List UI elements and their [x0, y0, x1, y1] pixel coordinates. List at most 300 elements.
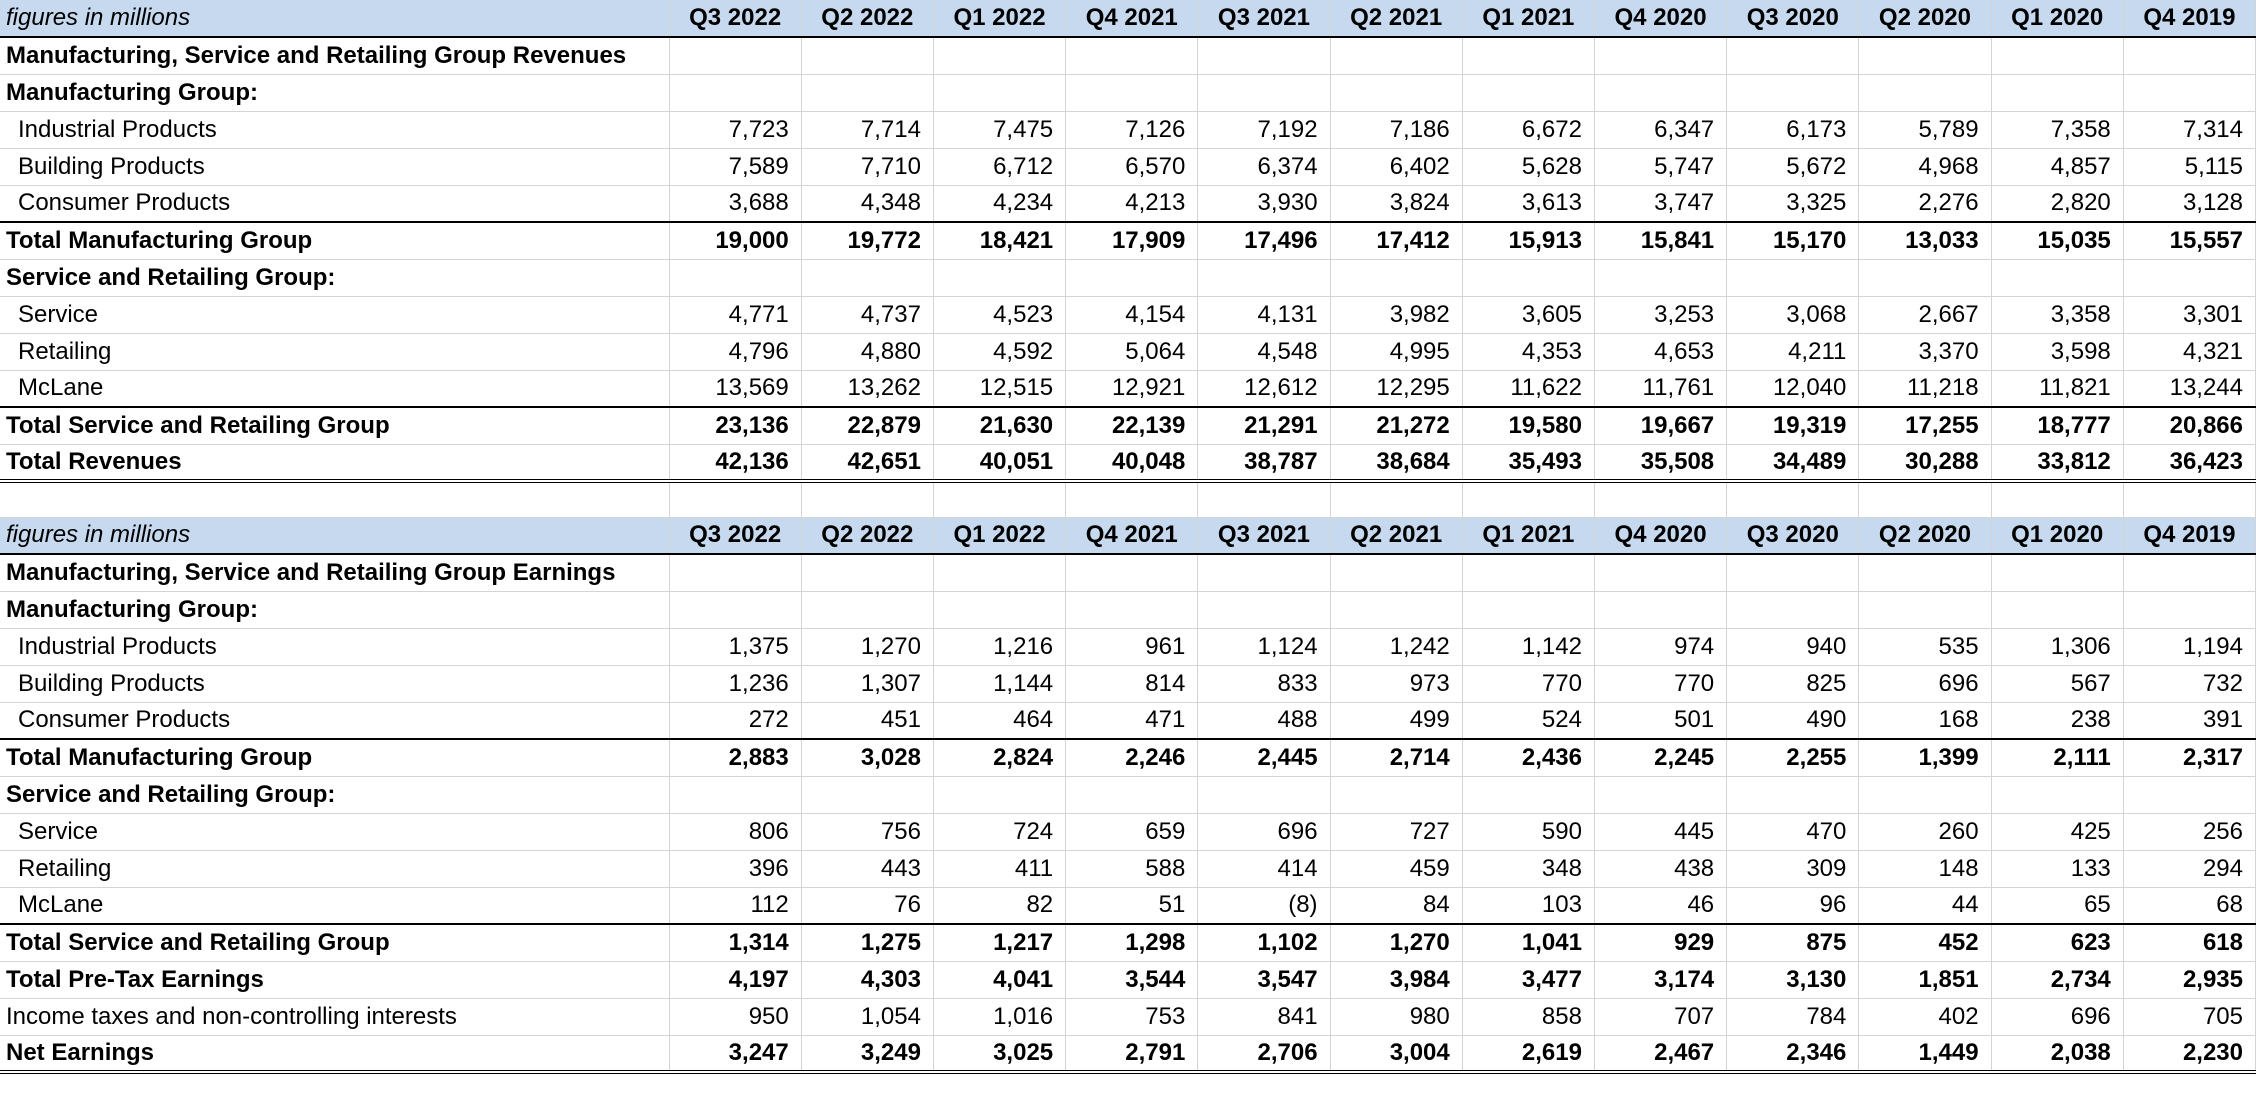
empty-cell[interactable]	[1330, 481, 1462, 517]
empty-cell[interactable]	[1066, 259, 1198, 296]
empty-cell[interactable]	[2123, 259, 2255, 296]
value-cell[interactable]: 4,857	[1991, 148, 2123, 185]
empty-cell[interactable]	[1330, 554, 1462, 591]
value-cell[interactable]: 2,734	[1991, 961, 2123, 998]
value-cell[interactable]: 17,909	[1066, 222, 1198, 259]
empty-cell[interactable]	[1991, 591, 2123, 628]
value-cell[interactable]: 19,000	[669, 222, 801, 259]
value-cell[interactable]: 806	[669, 813, 801, 850]
value-cell[interactable]: 21,272	[1330, 407, 1462, 444]
empty-cell[interactable]	[1859, 259, 1991, 296]
value-cell[interactable]: 2,111	[1991, 739, 2123, 776]
value-cell[interactable]: 19,580	[1462, 407, 1594, 444]
row-label-cell[interactable]: Building Products	[0, 665, 669, 702]
empty-cell[interactable]	[801, 259, 933, 296]
value-cell[interactable]: 396	[669, 850, 801, 887]
quarter-header-cell[interactable]: Q4 2021	[1066, 0, 1198, 37]
value-cell[interactable]: 309	[1727, 850, 1859, 887]
value-cell[interactable]: 2,346	[1727, 1035, 1859, 1072]
value-cell[interactable]: 445	[1594, 813, 1726, 850]
quarter-header-cell[interactable]: Q2 2021	[1330, 0, 1462, 37]
value-cell[interactable]: 4,968	[1859, 148, 1991, 185]
value-cell[interactable]: 1,275	[801, 924, 933, 961]
value-cell[interactable]: 3,477	[1462, 961, 1594, 998]
value-cell[interactable]: 4,592	[933, 333, 1065, 370]
empty-cell[interactable]	[933, 481, 1065, 517]
value-cell[interactable]: 4,321	[2123, 333, 2255, 370]
value-cell[interactable]: 724	[933, 813, 1065, 850]
value-cell[interactable]: 2,467	[1594, 1035, 1726, 1072]
empty-cell[interactable]	[669, 37, 801, 74]
empty-cell[interactable]	[1859, 481, 1991, 517]
empty-cell[interactable]	[1198, 554, 1330, 591]
value-cell[interactable]: 3,824	[1330, 185, 1462, 222]
value-cell[interactable]: 3,249	[801, 1035, 933, 1072]
value-cell[interactable]: 2,714	[1330, 739, 1462, 776]
value-cell[interactable]: 23,136	[669, 407, 801, 444]
value-cell[interactable]: 30,288	[1859, 444, 1991, 481]
row-label-cell[interactable]: Industrial Products	[0, 111, 669, 148]
value-cell[interactable]: 12,921	[1066, 370, 1198, 407]
value-cell[interactable]: 950	[669, 998, 801, 1035]
value-cell[interactable]: 488	[1198, 702, 1330, 739]
value-cell[interactable]: 168	[1859, 702, 1991, 739]
value-cell[interactable]: 7,723	[669, 111, 801, 148]
empty-cell[interactable]	[1727, 259, 1859, 296]
row-label-cell[interactable]: Manufacturing Group:	[0, 591, 669, 628]
empty-cell[interactable]	[1859, 554, 1991, 591]
empty-cell[interactable]	[1594, 591, 1726, 628]
empty-cell[interactable]	[1991, 74, 2123, 111]
value-cell[interactable]: 1,194	[2123, 628, 2255, 665]
empty-cell[interactable]	[1066, 776, 1198, 813]
quarter-header-cell[interactable]: Q1 2020	[1991, 517, 2123, 554]
value-cell[interactable]: 2,317	[2123, 739, 2255, 776]
value-cell[interactable]: 18,777	[1991, 407, 2123, 444]
row-label-cell[interactable]: Total Pre-Tax Earnings	[0, 961, 669, 998]
value-cell[interactable]: 929	[1594, 924, 1726, 961]
empty-cell[interactable]	[933, 74, 1065, 111]
value-cell[interactable]: 7,186	[1330, 111, 1462, 148]
value-cell[interactable]: 1,851	[1859, 961, 1991, 998]
value-cell[interactable]: 19,667	[1594, 407, 1726, 444]
value-cell[interactable]: 65	[1991, 887, 2123, 924]
empty-cell[interactable]	[801, 481, 933, 517]
value-cell[interactable]: 6,347	[1594, 111, 1726, 148]
empty-cell[interactable]	[1330, 776, 1462, 813]
empty-cell[interactable]	[1727, 74, 1859, 111]
row-label-cell[interactable]: Retailing	[0, 850, 669, 887]
value-cell[interactable]: 451	[801, 702, 933, 739]
value-cell[interactable]: 524	[1462, 702, 1594, 739]
row-label-cell[interactable]: Retailing	[0, 333, 669, 370]
value-cell[interactable]: 1,399	[1859, 739, 1991, 776]
value-cell[interactable]: 35,508	[1594, 444, 1726, 481]
value-cell[interactable]: 112	[669, 887, 801, 924]
quarter-header-cell[interactable]: Q4 2021	[1066, 517, 1198, 554]
value-cell[interactable]: 3,253	[1594, 296, 1726, 333]
value-cell[interactable]: 4,211	[1727, 333, 1859, 370]
value-cell[interactable]: 7,358	[1991, 111, 2123, 148]
value-cell[interactable]: 705	[2123, 998, 2255, 1035]
value-cell[interactable]: 7,714	[801, 111, 933, 148]
value-cell[interactable]: 103	[1462, 887, 1594, 924]
value-cell[interactable]: 623	[1991, 924, 2123, 961]
value-cell[interactable]: 7,589	[669, 148, 801, 185]
empty-cell[interactable]	[801, 37, 933, 74]
empty-cell[interactable]	[1859, 776, 1991, 813]
quarter-header-cell[interactable]: Q3 2020	[1727, 0, 1859, 37]
value-cell[interactable]: 3,128	[2123, 185, 2255, 222]
value-cell[interactable]: 443	[801, 850, 933, 887]
value-cell[interactable]: 4,234	[933, 185, 1065, 222]
value-cell[interactable]: 5,115	[2123, 148, 2255, 185]
value-cell[interactable]: 2,255	[1727, 739, 1859, 776]
quarter-header-cell[interactable]: Q2 2021	[1330, 517, 1462, 554]
value-cell[interactable]: 3,301	[2123, 296, 2255, 333]
empty-cell[interactable]	[1198, 259, 1330, 296]
value-cell[interactable]: 3,605	[1462, 296, 1594, 333]
value-cell[interactable]: 3,982	[1330, 296, 1462, 333]
value-cell[interactable]: 535	[1859, 628, 1991, 665]
quarter-header-cell[interactable]: Q1 2021	[1462, 517, 1594, 554]
value-cell[interactable]: 40,051	[933, 444, 1065, 481]
value-cell[interactable]: 732	[2123, 665, 2255, 702]
value-cell[interactable]: 784	[1727, 998, 1859, 1035]
value-cell[interactable]: 13,244	[2123, 370, 2255, 407]
quarter-header-cell[interactable]: Q4 2019	[2123, 0, 2255, 37]
empty-cell[interactable]	[2123, 74, 2255, 111]
row-label-cell[interactable]: Service	[0, 813, 669, 850]
row-label-cell[interactable]: Service and Retailing Group:	[0, 776, 669, 813]
value-cell[interactable]: 4,548	[1198, 333, 1330, 370]
value-cell[interactable]: 411	[933, 850, 1065, 887]
quarter-header-cell[interactable]: Q4 2020	[1594, 517, 1726, 554]
value-cell[interactable]: 6,173	[1727, 111, 1859, 148]
empty-cell[interactable]	[2123, 776, 2255, 813]
value-cell[interactable]: 272	[669, 702, 801, 739]
empty-cell[interactable]	[1594, 481, 1726, 517]
value-cell[interactable]: 2,619	[1462, 1035, 1594, 1072]
value-cell[interactable]: 4,348	[801, 185, 933, 222]
value-cell[interactable]: 3,068	[1727, 296, 1859, 333]
empty-cell[interactable]	[1859, 37, 1991, 74]
quarter-header-cell[interactable]: Q2 2022	[801, 0, 933, 37]
empty-cell[interactable]	[933, 37, 1065, 74]
value-cell[interactable]: 51	[1066, 887, 1198, 924]
value-cell[interactable]: 470	[1727, 813, 1859, 850]
empty-cell[interactable]	[1330, 591, 1462, 628]
value-cell[interactable]: 12,040	[1727, 370, 1859, 407]
empty-cell[interactable]	[801, 74, 933, 111]
row-label-cell[interactable]: Service and Retailing Group:	[0, 259, 669, 296]
value-cell[interactable]: 1,216	[933, 628, 1065, 665]
value-cell[interactable]: 1,016	[933, 998, 1065, 1035]
value-cell[interactable]: 414	[1198, 850, 1330, 887]
empty-cell[interactable]	[1330, 74, 1462, 111]
value-cell[interactable]: 13,033	[1859, 222, 1991, 259]
value-cell[interactable]: 1,307	[801, 665, 933, 702]
value-cell[interactable]: 753	[1066, 998, 1198, 1035]
empty-cell[interactable]	[2123, 554, 2255, 591]
row-label-cell[interactable]: Building Products	[0, 148, 669, 185]
value-cell[interactable]: 940	[1727, 628, 1859, 665]
empty-cell[interactable]	[1859, 591, 1991, 628]
row-label-cell[interactable]: Consumer Products	[0, 185, 669, 222]
value-cell[interactable]: 11,821	[1991, 370, 2123, 407]
value-cell[interactable]: 5,789	[1859, 111, 1991, 148]
value-cell[interactable]: 17,496	[1198, 222, 1330, 259]
value-cell[interactable]: 3,174	[1594, 961, 1726, 998]
value-cell[interactable]: 814	[1066, 665, 1198, 702]
value-cell[interactable]: 256	[2123, 813, 2255, 850]
value-cell[interactable]: 2,706	[1198, 1035, 1330, 1072]
empty-cell[interactable]	[669, 74, 801, 111]
value-cell[interactable]: 770	[1462, 665, 1594, 702]
value-cell[interactable]: 19,772	[801, 222, 933, 259]
empty-cell[interactable]	[2123, 591, 2255, 628]
value-cell[interactable]: 471	[1066, 702, 1198, 739]
value-cell[interactable]: 4,131	[1198, 296, 1330, 333]
empty-cell[interactable]	[801, 554, 933, 591]
row-label-cell[interactable]: Total Revenues	[0, 444, 669, 481]
figures-in-millions-label[interactable]: figures in millions	[0, 517, 669, 554]
value-cell[interactable]: 4,523	[933, 296, 1065, 333]
value-cell[interactable]: 4,213	[1066, 185, 1198, 222]
empty-cell[interactable]	[1594, 776, 1726, 813]
value-cell[interactable]: 696	[1859, 665, 1991, 702]
value-cell[interactable]: 13,262	[801, 370, 933, 407]
value-cell[interactable]: 659	[1066, 813, 1198, 850]
value-cell[interactable]: 2,246	[1066, 739, 1198, 776]
quarter-header-cell[interactable]: Q1 2020	[1991, 0, 2123, 37]
value-cell[interactable]: 6,374	[1198, 148, 1330, 185]
value-cell[interactable]: 1,298	[1066, 924, 1198, 961]
value-cell[interactable]: 1,124	[1198, 628, 1330, 665]
value-cell[interactable]: 961	[1066, 628, 1198, 665]
empty-cell[interactable]	[669, 481, 801, 517]
quarter-header-cell[interactable]: Q1 2022	[933, 517, 1065, 554]
value-cell[interactable]: 1,242	[1330, 628, 1462, 665]
value-cell[interactable]: 696	[1198, 813, 1330, 850]
value-cell[interactable]: 499	[1330, 702, 1462, 739]
value-cell[interactable]: 17,255	[1859, 407, 1991, 444]
empty-cell[interactable]	[1594, 37, 1726, 74]
quarter-header-cell[interactable]: Q1 2022	[933, 0, 1065, 37]
value-cell[interactable]: 858	[1462, 998, 1594, 1035]
value-cell[interactable]: 3,544	[1066, 961, 1198, 998]
value-cell[interactable]: 44	[1859, 887, 1991, 924]
value-cell[interactable]: 3,358	[1991, 296, 2123, 333]
empty-cell[interactable]	[1991, 554, 2123, 591]
value-cell[interactable]: (8)	[1198, 887, 1330, 924]
row-label-cell[interactable]: Income taxes and non-controlling interests	[0, 998, 669, 1035]
empty-cell[interactable]	[1462, 481, 1594, 517]
empty-cell[interactable]	[933, 591, 1065, 628]
value-cell[interactable]: 4,653	[1594, 333, 1726, 370]
value-cell[interactable]: 20,866	[2123, 407, 2255, 444]
value-cell[interactable]: 11,761	[1594, 370, 1726, 407]
value-cell[interactable]: 3,028	[801, 739, 933, 776]
value-cell[interactable]: 4,303	[801, 961, 933, 998]
empty-cell[interactable]	[1198, 74, 1330, 111]
value-cell[interactable]: 2,245	[1594, 739, 1726, 776]
row-label-cell[interactable]: Net Earnings	[0, 1035, 669, 1072]
empty-cell[interactable]	[1991, 37, 2123, 74]
empty-cell[interactable]	[1727, 776, 1859, 813]
empty-cell[interactable]	[669, 591, 801, 628]
value-cell[interactable]: 148	[1859, 850, 1991, 887]
value-cell[interactable]: 3,325	[1727, 185, 1859, 222]
value-cell[interactable]: 6,712	[933, 148, 1065, 185]
empty-cell[interactable]	[1330, 259, 1462, 296]
value-cell[interactable]: 1,041	[1462, 924, 1594, 961]
value-cell[interactable]: 42,651	[801, 444, 933, 481]
empty-cell[interactable]	[1066, 554, 1198, 591]
value-cell[interactable]: 294	[2123, 850, 2255, 887]
quarter-header-cell[interactable]: Q3 2020	[1727, 517, 1859, 554]
value-cell[interactable]: 2,935	[2123, 961, 2255, 998]
value-cell[interactable]: 260	[1859, 813, 1991, 850]
value-cell[interactable]: 4,771	[669, 296, 801, 333]
row-label-cell[interactable]: Manufacturing Group:	[0, 74, 669, 111]
value-cell[interactable]: 19,319	[1727, 407, 1859, 444]
value-cell[interactable]: 21,291	[1198, 407, 1330, 444]
quarter-header-cell[interactable]: Q3 2022	[669, 0, 801, 37]
value-cell[interactable]: 38,684	[1330, 444, 1462, 481]
quarter-header-cell[interactable]: Q3 2021	[1198, 517, 1330, 554]
value-cell[interactable]: 4,041	[933, 961, 1065, 998]
empty-cell[interactable]	[2123, 481, 2255, 517]
value-cell[interactable]: 825	[1727, 665, 1859, 702]
value-cell[interactable]: 42,136	[669, 444, 801, 481]
value-cell[interactable]: 22,879	[801, 407, 933, 444]
quarter-header-cell[interactable]: Q4 2020	[1594, 0, 1726, 37]
value-cell[interactable]: 5,747	[1594, 148, 1726, 185]
value-cell[interactable]: 36,423	[2123, 444, 2255, 481]
empty-cell[interactable]	[1066, 74, 1198, 111]
value-cell[interactable]: 1,217	[933, 924, 1065, 961]
value-cell[interactable]: 696	[1991, 998, 2123, 1035]
value-cell[interactable]: 3,688	[669, 185, 801, 222]
value-cell[interactable]: 1,142	[1462, 628, 1594, 665]
empty-cell[interactable]	[1330, 37, 1462, 74]
value-cell[interactable]: 40,048	[1066, 444, 1198, 481]
row-label-cell[interactable]: Manufacturing, Service and Retailing Group Earnings	[0, 554, 669, 591]
value-cell[interactable]: 3,130	[1727, 961, 1859, 998]
value-cell[interactable]: 727	[1330, 813, 1462, 850]
value-cell[interactable]: 1,054	[801, 998, 933, 1035]
value-cell[interactable]: 3,247	[669, 1035, 801, 1072]
value-cell[interactable]: 875	[1727, 924, 1859, 961]
value-cell[interactable]: 3,930	[1198, 185, 1330, 222]
value-cell[interactable]: 12,612	[1198, 370, 1330, 407]
empty-cell[interactable]	[1727, 481, 1859, 517]
value-cell[interactable]: 2,791	[1066, 1035, 1198, 1072]
value-cell[interactable]: 4,197	[669, 961, 801, 998]
value-cell[interactable]: 2,038	[1991, 1035, 2123, 1072]
value-cell[interactable]: 2,820	[1991, 185, 2123, 222]
row-label-cell[interactable]: Consumer Products	[0, 702, 669, 739]
value-cell[interactable]: 1,236	[669, 665, 801, 702]
value-cell[interactable]: 15,841	[1594, 222, 1726, 259]
value-cell[interactable]: 3,598	[1991, 333, 2123, 370]
value-cell[interactable]: 3,547	[1198, 961, 1330, 998]
value-cell[interactable]: 7,475	[933, 111, 1065, 148]
value-cell[interactable]: 12,295	[1330, 370, 1462, 407]
value-cell[interactable]: 2,824	[933, 739, 1065, 776]
empty-cell[interactable]	[1991, 481, 2123, 517]
value-cell[interactable]: 11,218	[1859, 370, 1991, 407]
empty-cell[interactable]	[1198, 776, 1330, 813]
value-cell[interactable]: 756	[801, 813, 933, 850]
value-cell[interactable]: 46	[1594, 887, 1726, 924]
value-cell[interactable]: 402	[1859, 998, 1991, 1035]
row-label-cell[interactable]: Service	[0, 296, 669, 333]
quarter-header-cell[interactable]: Q3 2022	[669, 517, 801, 554]
value-cell[interactable]: 4,995	[1330, 333, 1462, 370]
value-cell[interactable]: 6,570	[1066, 148, 1198, 185]
empty-cell[interactable]	[1066, 591, 1198, 628]
value-cell[interactable]: 590	[1462, 813, 1594, 850]
row-label-cell[interactable]: McLane	[0, 370, 669, 407]
value-cell[interactable]: 34,489	[1727, 444, 1859, 481]
value-cell[interactable]: 1,375	[669, 628, 801, 665]
value-cell[interactable]: 1,144	[933, 665, 1065, 702]
value-cell[interactable]: 1,270	[1330, 924, 1462, 961]
empty-cell[interactable]	[1462, 74, 1594, 111]
quarter-header-cell[interactable]: Q3 2021	[1198, 0, 1330, 37]
value-cell[interactable]: 12,515	[933, 370, 1065, 407]
empty-cell[interactable]	[1066, 481, 1198, 517]
figures-in-millions-label[interactable]: figures in millions	[0, 0, 669, 37]
empty-cell[interactable]	[0, 481, 669, 517]
value-cell[interactable]: 96	[1727, 887, 1859, 924]
value-cell[interactable]: 18,421	[933, 222, 1065, 259]
empty-cell[interactable]	[1594, 554, 1726, 591]
value-cell[interactable]: 13,569	[669, 370, 801, 407]
value-cell[interactable]: 35,493	[1462, 444, 1594, 481]
value-cell[interactable]: 7,192	[1198, 111, 1330, 148]
empty-cell[interactable]	[1198, 591, 1330, 628]
value-cell[interactable]: 15,035	[1991, 222, 2123, 259]
quarter-header-cell[interactable]: Q2 2022	[801, 517, 933, 554]
empty-cell[interactable]	[1462, 776, 1594, 813]
value-cell[interactable]: 438	[1594, 850, 1726, 887]
empty-cell[interactable]	[1991, 259, 2123, 296]
value-cell[interactable]: 1,314	[669, 924, 801, 961]
value-cell[interactable]: 82	[933, 887, 1065, 924]
empty-cell[interactable]	[933, 259, 1065, 296]
row-label-cell[interactable]: McLane	[0, 887, 669, 924]
value-cell[interactable]: 980	[1330, 998, 1462, 1035]
row-label-cell[interactable]: Total Manufacturing Group	[0, 739, 669, 776]
value-cell[interactable]: 490	[1727, 702, 1859, 739]
value-cell[interactable]: 3,984	[1330, 961, 1462, 998]
value-cell[interactable]: 3,370	[1859, 333, 1991, 370]
value-cell[interactable]: 4,880	[801, 333, 933, 370]
empty-cell[interactable]	[669, 776, 801, 813]
empty-cell[interactable]	[669, 259, 801, 296]
value-cell[interactable]: 588	[1066, 850, 1198, 887]
row-label-cell[interactable]: Total Service and Retailing Group	[0, 407, 669, 444]
empty-cell[interactable]	[1727, 37, 1859, 74]
value-cell[interactable]: 567	[1991, 665, 2123, 702]
empty-cell[interactable]	[1066, 37, 1198, 74]
value-cell[interactable]: 1,449	[1859, 1035, 1991, 1072]
quarter-header-cell[interactable]: Q2 2020	[1859, 517, 1991, 554]
row-label-cell[interactable]: Total Manufacturing Group	[0, 222, 669, 259]
